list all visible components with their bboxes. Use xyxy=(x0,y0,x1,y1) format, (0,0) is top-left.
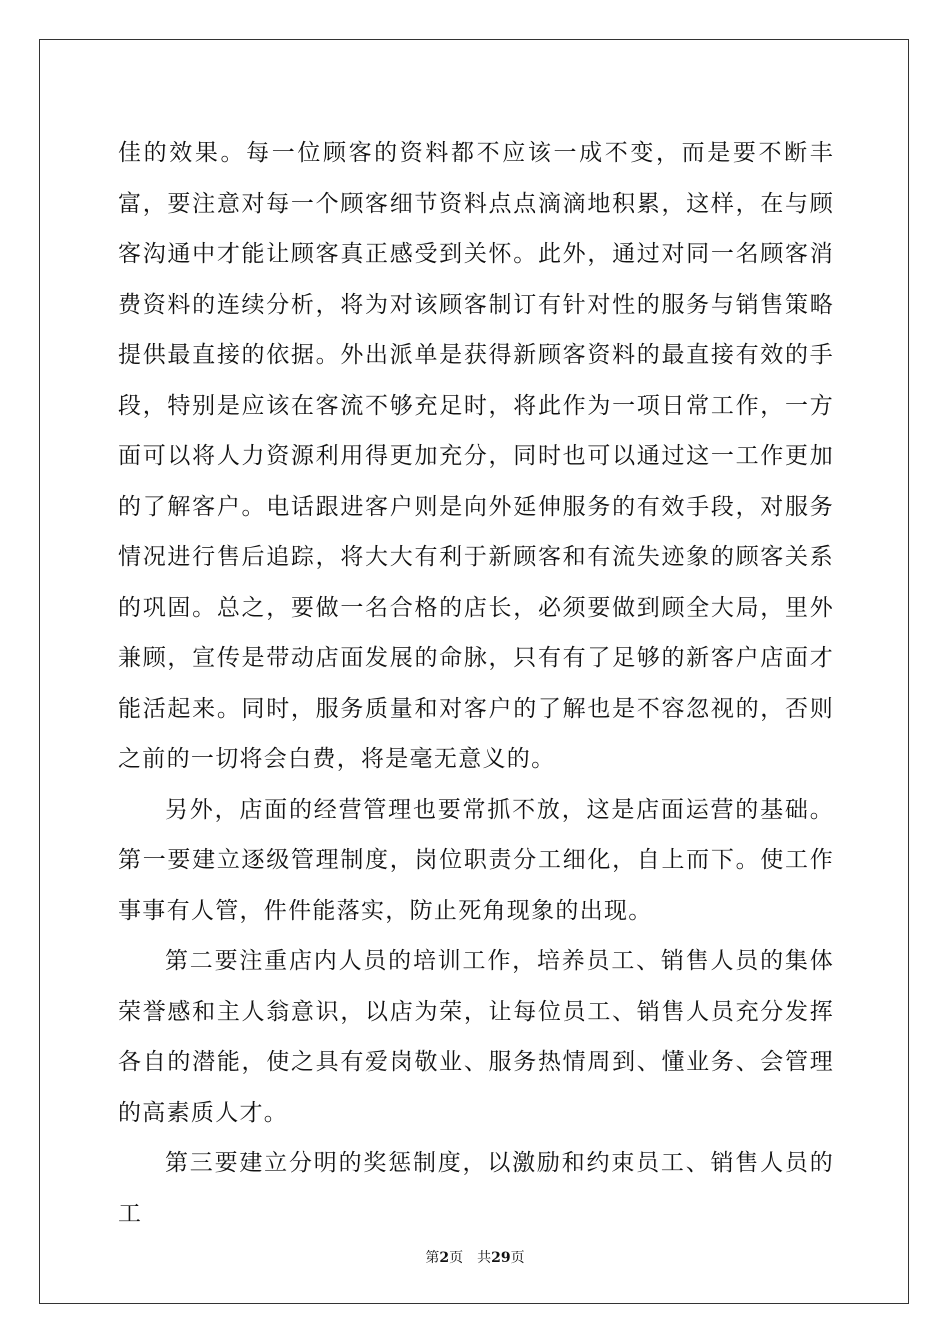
page-prefix: 第 xyxy=(425,1250,440,1266)
paragraph-2: 另外，店面的经营管理也要常抓不放，这是店面运营的基础。第一要建立逐级管理制度，岗位职责分工细化，自上而下。使工作事事有人管，件件能落实，防止死角现象的出现。 xyxy=(118,796,834,924)
total-suffix: 页 xyxy=(510,1250,525,1266)
paragraph-4: 第三要建立分明的奖惩制度，以激励和约束员工、销售人员的工 xyxy=(118,1150,834,1227)
paragraph-3: 第二要注重店内人员的培训工作，培养员工、销售人员的集体荣誉感和主人翁意识，以店为荣，让每位员工、销售人员充分发挥各自的潜能，使之具有爱岗敬业、服务热情周到、懂业务、会管理的高素质人才。 xyxy=(118,948,834,1126)
total-pages: 29 xyxy=(491,1250,511,1266)
page-number: 2 xyxy=(439,1250,450,1266)
page-suffix: 页 xyxy=(449,1250,464,1266)
total-pages-indicator xyxy=(477,1247,524,1267)
document-body xyxy=(118,128,834,1239)
paragraph-1: 佳的效果。每一位顾客的资料都不应该一成不变，而是要不断丰富，要注意对每一个顾客细节资料点点滴滴地积累，这样，在与顾客沟通中才能让顾客真正感受到关怀。此外，通过对同一名顾客消费资料的连续分析，将为对该顾客制订有针对性的服务与销售策略提供最直接的依据。外出派单是获得新顾客资料的最直接有效的手段，特别是应该在客流不够充足时，将此作为一项日常工作，一方面可以将人力资源利用得更加充分，同时也可以通过这一工作更加的了解客户。电话跟进客户则是向外延伸服务的有效手段，对服务情况进行售后追踪，将大大有利于新顾客和有流失迹象的顾客关系的巩固。总之，要做一名合格的店长，必须要做到顾全大局，里外兼顾，宣传是带动店面发展的命脉，只有有了足够的新客户店面才能活起来。同时，服务质量和对客户的了解也是不容忽视的，否则之前的一切将会白费，将是毫无意义的。 xyxy=(118,140,834,772)
total-prefix: 共 xyxy=(477,1250,492,1266)
page-footer xyxy=(0,1247,950,1267)
page-indicator xyxy=(425,1247,463,1267)
